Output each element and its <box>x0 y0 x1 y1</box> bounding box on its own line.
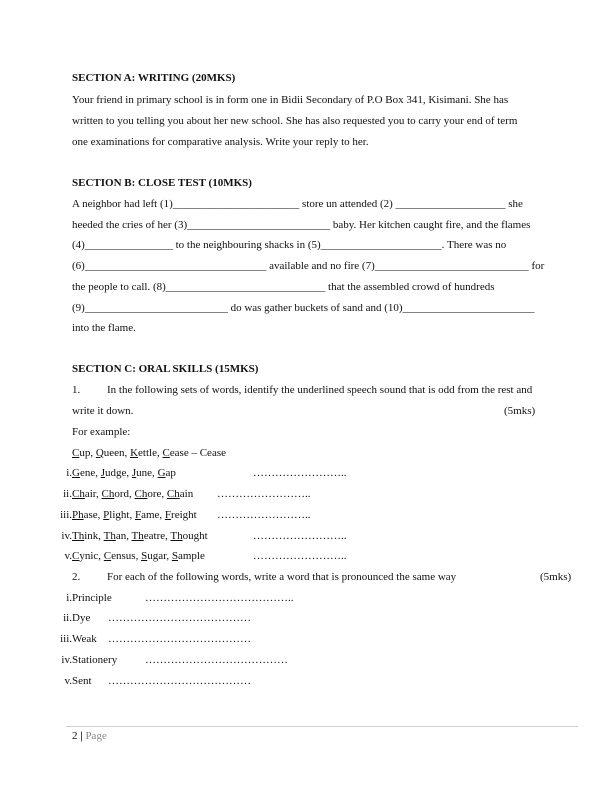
section-a-heading: SECTION A: WRITING (20MKS) <box>72 72 236 84</box>
cloze-line: the people to call. (8)_____________________________ that the assembled crowd of hundreds <box>72 281 495 293</box>
answer-dots[interactable]: ………………………………… <box>145 654 288 666</box>
answer-dots[interactable]: …………………….. <box>217 488 311 500</box>
page-number: 2 <box>72 730 78 742</box>
q1-item-words: Cynic, Census, Sugar, Sample <box>72 550 205 562</box>
q2-item-num: ii. <box>63 612 72 624</box>
q1-number: 1. <box>72 384 81 396</box>
q1-text: In the following sets of words, identify the underlined speech sound that is odd from the rest and <box>107 384 533 396</box>
q1-item-num: ii. <box>63 488 72 500</box>
q1-item-num: iv. <box>61 530 72 542</box>
footer-divider <box>66 726 578 727</box>
underlined-sound: C <box>162 447 170 459</box>
section-a-line: written to you telling you about her new school. She has also requested you to carry your end of term <box>72 115 518 127</box>
q1-item-num: iii. <box>60 509 72 521</box>
q2-item-word: Principle <box>72 592 112 604</box>
underlined-sound: Q <box>95 447 104 459</box>
section-a-line: Your friend in primary school is in form one in Bidii Secondary of P.O Box 341, Kisimani. She has <box>72 94 509 106</box>
answer-dots[interactable]: ………………………………… <box>108 633 251 645</box>
answer-dots[interactable]: …………………….. <box>253 550 347 562</box>
underlined-sound: K <box>130 447 139 459</box>
footer-separator: | <box>80 730 83 742</box>
q2-item-num: iv. <box>61 654 72 666</box>
cloze-line: A neighbor had left (1)_______________________ store un attended (2) ____________________ she <box>72 198 523 210</box>
answer-dots[interactable]: …………………….. <box>253 467 347 479</box>
q1-text-cont: write it down. <box>72 405 134 417</box>
example-words: Cup, Queen, Kettle, Cease – Cease <box>72 447 226 459</box>
answer-dots[interactable]: …………………….. <box>253 530 347 542</box>
section-a-line: one examinations for comparative analysis. Write your reply to her. <box>72 136 369 148</box>
cloze-line: (6)_________________________________ available and no fire (7)____________________________ for <box>72 260 545 272</box>
q2-text: For each of the following words, write a word that is pronounced the same way <box>107 571 457 583</box>
example-label: For example: <box>72 426 131 438</box>
answer-dots[interactable]: ………………………………….. <box>145 592 294 604</box>
cloze-line: (9)__________________________ do was gather buckets of sand and (10)________________________ <box>72 302 535 314</box>
q1-item-words: Gene, Judge, June, Gap <box>72 467 176 479</box>
answer-dots[interactable]: ………………………………… <box>108 675 251 687</box>
section-c-heading: SECTION C: ORAL SKILLS (15MKS) <box>72 363 259 375</box>
cloze-line: heeded the cries of her (3)__________________________ baby. Her kitchen caught fire, and the flames <box>72 219 531 231</box>
q2-item-num: i. <box>66 592 72 604</box>
q1-marks: (5mks) <box>504 405 536 417</box>
q2-item-word: Stationery <box>72 654 118 666</box>
underlined-sound: C <box>72 447 80 459</box>
q2-item-word: Weak <box>72 633 97 645</box>
q1-item-num: i. <box>66 467 72 479</box>
q2-item-word: Sent <box>72 675 92 687</box>
page-label: Page <box>85 730 107 742</box>
q1-item-num: v. <box>64 550 72 562</box>
page-footer <box>72 730 107 742</box>
q2-item-num: iii. <box>60 633 72 645</box>
answer-dots[interactable]: ………………………………… <box>108 612 251 624</box>
answer-dots[interactable]: …………………….. <box>217 509 311 521</box>
cloze-line: into the flame. <box>72 322 136 334</box>
q1-item-words: Chair, Chord, Chore, Chain <box>72 488 194 500</box>
section-b-heading: SECTION B: CLOSE TEST (10MKS) <box>72 177 252 189</box>
q2-number: 2. <box>72 571 81 583</box>
q2-item-word: Dye <box>72 612 91 624</box>
q2-item-num: v. <box>64 675 72 687</box>
q1-item-words: Phase, Plight, Fame, Freight <box>72 509 197 521</box>
q2-marks: (5mks) <box>540 571 572 583</box>
cloze-line: (4)________________ to the neighbouring shacks in (5)______________________. There was no <box>72 239 507 251</box>
q1-item-words: Think, Than, Theatre, Thought <box>72 530 208 542</box>
